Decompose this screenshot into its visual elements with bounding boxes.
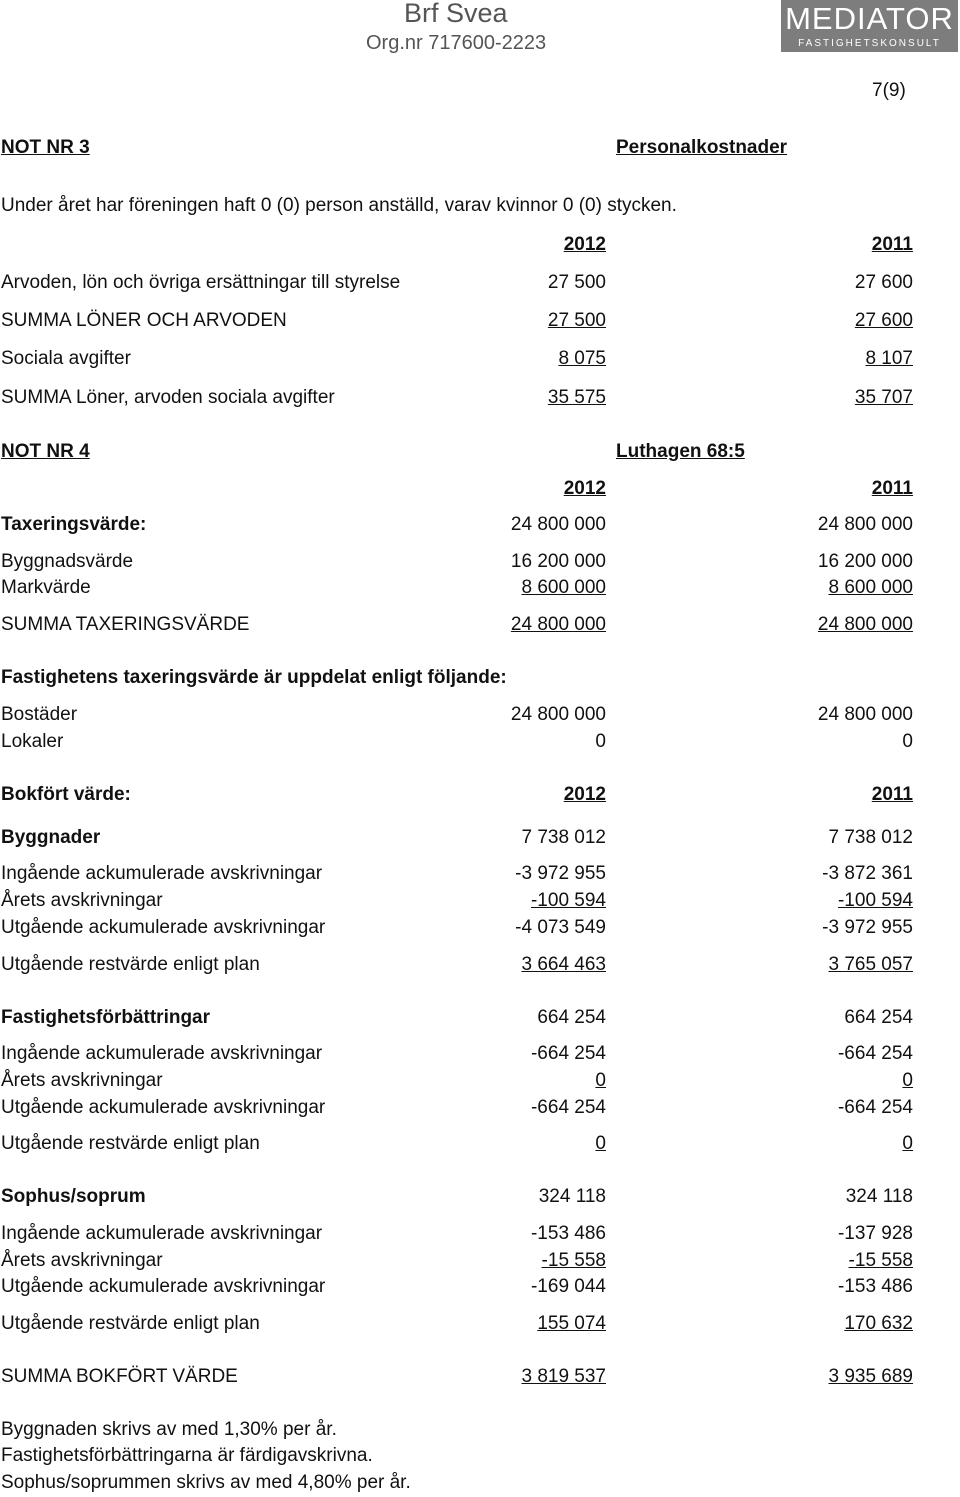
year-2011: 2011 <box>871 478 913 499</box>
row-value-2011: 7 738 012 <box>828 827 913 848</box>
row-value-2012: -15 558 <box>541 1250 606 1271</box>
depreciation-row <box>0 916 960 940</box>
row-value-2011: 24 800 000 <box>817 514 913 535</box>
tax-total-row <box>0 613 960 637</box>
note4-label: NOT NR 4 <box>1 441 90 462</box>
logo-sub-text: FASTIGHETSKONSULT <box>798 38 941 49</box>
row-value-2011: 0 <box>902 731 913 752</box>
row-label: Utgående restvärde enligt plan <box>1 954 260 975</box>
year-2011: 2011 <box>871 234 913 255</box>
book-value-header <box>0 783 960 807</box>
row-value-2012: -3 972 955 <box>515 863 606 884</box>
row-value-2011: 664 254 <box>844 1007 913 1028</box>
row-value-2011: 3 765 057 <box>828 954 913 975</box>
row-value-2012: 24 800 000 <box>510 704 606 725</box>
note4-year-header <box>0 477 960 501</box>
row-value-2011: 8 107 <box>865 348 913 369</box>
row-label: Utgående ackumulerade avskrivningar <box>1 917 326 938</box>
logo-main-text: MEDIATOR <box>785 1 954 36</box>
footnote: Sophus/soprummen skrivs av med 4,80% per år. <box>1 1472 411 1493</box>
group-title-row <box>0 1185 960 1209</box>
depreciation-row <box>0 862 960 886</box>
year-2011: 2011 <box>871 784 913 805</box>
book-value-label: Bokfört värde: <box>1 784 131 805</box>
year-2012: 2012 <box>563 478 606 499</box>
row-value-2011: 35 707 <box>854 387 913 408</box>
document-title: Brf Svea <box>404 0 508 28</box>
row-label: Utgående restvärde enligt plan <box>1 1313 260 1334</box>
note3-row <box>0 386 960 410</box>
row-value-2012: 8 600 000 <box>521 577 606 598</box>
note3-row <box>0 347 960 371</box>
row-value-2012: 3 819 537 <box>521 1366 606 1387</box>
row-label: SUMMA TAXERINGSVÄRDE <box>1 614 250 635</box>
footnote: Fastighetsförbättringarna är färdigavskrivna. <box>1 1445 373 1466</box>
row-label: Bostäder <box>1 704 78 725</box>
row-label: Markvärde <box>1 577 91 598</box>
tax-row <box>0 550 960 574</box>
note3-row <box>0 271 960 295</box>
row-value-2011: 324 118 <box>845 1186 913 1207</box>
note4-title: Luthagen 68:5 <box>616 441 745 462</box>
row-value-2012: 35 575 <box>547 387 606 408</box>
row-value-2012: -4 073 549 <box>515 917 606 938</box>
row-value-2011: 8 600 000 <box>828 577 913 598</box>
row-value-2011: 24 800 000 <box>817 614 913 635</box>
row-value-2012: 7 738 012 <box>521 827 606 848</box>
row-label: Arvoden, lön och övriga ersättningar till styrelse <box>1 272 401 293</box>
row-value-2012: 155 074 <box>537 1313 606 1334</box>
depreciation-row <box>0 1042 960 1066</box>
row-value-2011: 16 200 000 <box>817 551 913 572</box>
row-label: Årets avskrivningar <box>1 1250 163 1271</box>
row-value-2011: 27 600 <box>854 310 913 331</box>
row-value-2011: 24 800 000 <box>817 704 913 725</box>
row-label: SUMMA Löner, arvoden sociala avgifter <box>1 387 335 408</box>
footnote: Byggnaden skrivs av med 1,30% per år. <box>1 1419 337 1440</box>
split-row <box>0 730 960 754</box>
org-number: Org.nr 717600-2223 <box>366 32 547 54</box>
page-number: 7(9) <box>872 80 906 101</box>
row-label: Utgående restvärde enligt plan <box>1 1133 260 1154</box>
row-value-2011: -100 594 <box>837 890 913 911</box>
row-value-2011: -664 254 <box>837 1097 913 1118</box>
row-value-2011: -15 558 <box>848 1250 913 1271</box>
row-label: Årets avskrivningar <box>1 1070 163 1091</box>
year-2012: 2012 <box>563 784 606 805</box>
residual-value-row <box>0 1132 960 1156</box>
group-title: Sophus/soprum <box>1 1186 146 1207</box>
row-value-2012: -153 486 <box>530 1223 606 1244</box>
row-value-2011: -664 254 <box>837 1043 913 1064</box>
note3-year-header <box>0 233 960 257</box>
row-label: Lokaler <box>1 731 64 752</box>
note3-title: Personalkostnader <box>616 137 788 158</box>
note3-label: NOT NR 3 <box>1 137 90 158</box>
row-value-2012: 664 254 <box>537 1007 606 1028</box>
row-value-2012: 24 800 000 <box>510 514 606 535</box>
row-label: SUMMA LÖNER OCH ARVODEN <box>1 310 287 331</box>
depreciation-row <box>0 1275 960 1299</box>
tax-row <box>0 576 960 600</box>
group-title: Byggnader <box>1 827 101 848</box>
row-value-2012: 24 800 000 <box>510 614 606 635</box>
row-value-2012: 0 <box>595 1133 606 1154</box>
depreciation-row <box>0 1222 960 1246</box>
row-label: Ingående ackumulerade avskrivningar <box>1 1043 323 1064</box>
residual-value-row <box>0 1312 960 1336</box>
row-value-2012: 0 <box>595 1070 606 1091</box>
row-value-2012: -100 594 <box>530 890 606 911</box>
row-value-2012: 324 118 <box>538 1186 606 1207</box>
row-label: Årets avskrivningar <box>1 890 163 911</box>
row-value-2011: 170 632 <box>844 1313 913 1334</box>
depreciation-row <box>0 1249 960 1273</box>
row-value-2011: 0 <box>902 1070 913 1091</box>
tax-value-row <box>0 513 960 537</box>
depreciation-row <box>0 889 960 913</box>
row-value-2012: -664 254 <box>530 1043 606 1064</box>
note3-intro: Under året har föreningen haft 0 (0) person anställd, varav kvinnor 0 (0) stycken. <box>1 195 677 216</box>
row-value-2012: -169 044 <box>530 1276 606 1297</box>
group-title: Fastighetsförbättringar <box>1 1007 211 1028</box>
row-value-2012: 3 664 463 <box>521 954 606 975</box>
row-value-2012: 27 500 <box>547 272 606 293</box>
row-value-2011: 27 600 <box>854 272 913 293</box>
note3-heading <box>0 136 960 160</box>
depreciation-row <box>0 1069 960 1093</box>
row-value-2012: 8 075 <box>558 348 606 369</box>
row-value-2011: -3 972 955 <box>822 917 913 938</box>
book-value-total-row <box>0 1365 960 1389</box>
row-value-2012: 16 200 000 <box>510 551 606 572</box>
residual-value-row <box>0 953 960 977</box>
group-title-row <box>0 826 960 850</box>
row-label: Ingående ackumulerade avskrivningar <box>1 1223 323 1244</box>
row-value-2012: -664 254 <box>530 1097 606 1118</box>
note3-row <box>0 309 960 333</box>
row-label: Utgående ackumulerade avskrivningar <box>1 1276 326 1297</box>
year-2012: 2012 <box>563 234 606 255</box>
row-value-2011: -3 872 361 <box>822 863 913 884</box>
row-label: Byggnadsvärde <box>1 551 134 572</box>
row-value-2011: 0 <box>902 1133 913 1154</box>
row-label: Ingående ackumulerade avskrivningar <box>1 863 323 884</box>
row-label: Utgående ackumulerade avskrivningar <box>1 1097 326 1118</box>
split-row <box>0 703 960 727</box>
row-label: SUMMA BOKFÖRT VÄRDE <box>1 1366 238 1387</box>
row-value-2011: -153 486 <box>837 1276 913 1297</box>
row-label: Sociala avgifter <box>1 348 131 369</box>
mediator-logo <box>781 0 958 52</box>
group-title-row <box>0 1006 960 1030</box>
tax-value-label: Taxeringsvärde: <box>1 514 147 535</box>
row-value-2011: 3 935 689 <box>828 1366 913 1387</box>
split-heading: Fastighetens taxeringsvärde är uppdelat enligt följande: <box>1 667 507 688</box>
row-value-2012: 27 500 <box>547 310 606 331</box>
row-value-2012: 0 <box>595 731 606 752</box>
depreciation-row <box>0 1096 960 1120</box>
row-value-2011: -137 928 <box>837 1223 913 1244</box>
note4-heading <box>0 440 960 464</box>
